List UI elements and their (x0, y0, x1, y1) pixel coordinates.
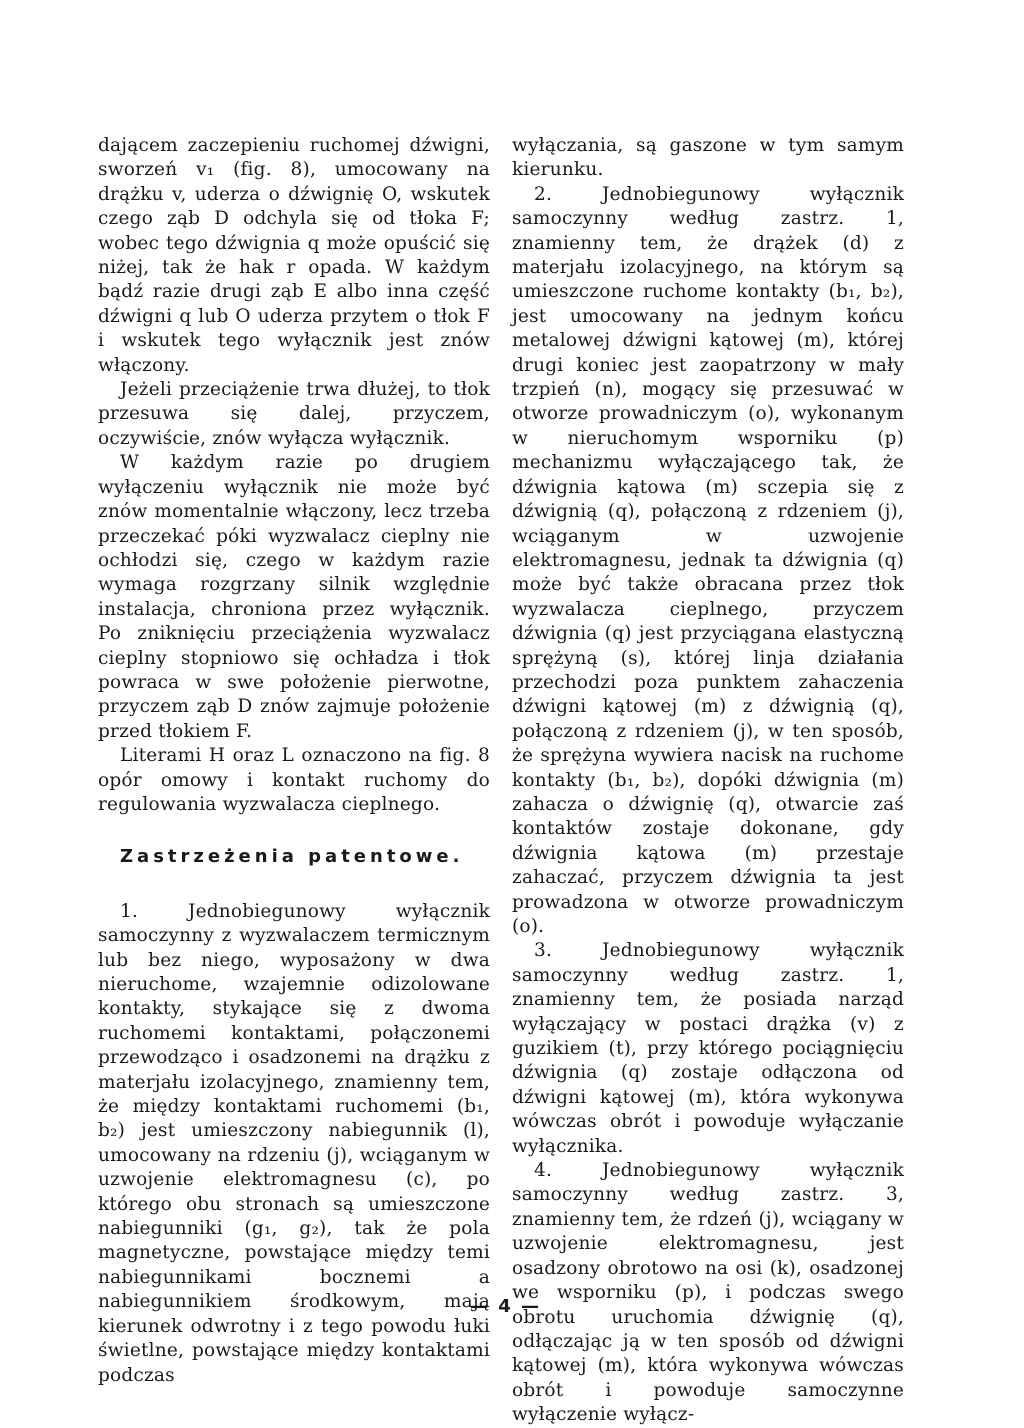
left-column (98, 134, 490, 1388)
claim-2: 2. Jednobiegunowy wyłącznik samoczynny według zastrz. 1, znamienny tem, że drążek (d) z materjału izolacyjnego, na którym są umieszczone ruchome kontakty (b₁, b₂), jest umocowany na jednym końcu metalowej dźwigni kątowej (m), której drugi koniec jest zaopatrzony w mały trzpień (n), mogący się przesuwać w otworze prowadniczym (o), wykonanym w nieruchomym wsporniku (p) mechanizmu wyłączającego tak, że dźwignia kątowa (m) sczepia się z dźwignią (q), połączoną z rdzeniem (j), wciąganym w uzwojenie elektromagnesu, jednak ta dźwignia (q) może być także obracana przez tłok wyzwalacza cieplnego, przyczem dźwignia (q) jest przyciągana elastyczną sprężyną (s), której linja działania przechodzi poza punktem zahaczenia dźwigni kątowej (m) z dźwignią (q), połączoną z rdzeniem (j), w ten sposób, że sprężyna wywiera nacisk na ruchome kontakty (b₁, b₂), dopóki dźwignia (m) zahacza o dźwignię (q), otwarcie zaś kontaktów zostaje dokonane, gdy dźwignia kątowa (m) przestaje zahaczać, przyczem dźwignia ta jest prowadzona w otworze prowadniczym (o). (512, 183, 904, 937)
right-column (512, 134, 904, 1428)
section-heading: Zastrzeżenia patentowe. (120, 846, 464, 868)
claim-1: 1. Jednobiegunowy wyłącznik samoczynny z wyzwalaczem termicznym lub bez niego, wyposażony w dwa nieruchome, wzajemnie odizolowane kontakty, stykające się z dwoma ruchomemi kontaktami, połączonemi przewodząco i osadzonemi na drążku z materjału izolacyjnego, znamienny tem, że między kontaktami ruchomemi (b₁, b₂) jest umieszczony nabiegunnik (l), umocowany na rdzeniu (j), wciąganym w uzwojenie elektromagnesu (c), po którego obu stronach są umieszczone nabiegunniki (g₁, g₂), tak że pola magnetyczne, powstające między temi nabiegunnikami bocznemi a nabiegunnikiem środkowym, mają kierunek odwrotny i z tego powodu łuki świetlne, powstające między kontaktami podczas (98, 900, 490, 1386)
paragraph-continuation: dającem zaczepieniu ruchomej dźwigni, sworzeń v₁ (fig. 8), umocowany na drążku v, uderza o dźwignię O, wskutek czego ząb D odchyla się od tłoka F; wobec tego dźwignia q może opuścić się niżej, tak że hak r opada. W każdym bądź razie drugi ząb E albo inna część dźwigni q lub O uderza przytem o tłok F i wskutek tego wyłącznik jest znów włączony. (98, 135, 490, 376)
page-number: — 4 — (470, 1296, 542, 1317)
claim-4: 4. Jednobiegunowy wyłącznik samoczynny według zastrz. 3, znamienny tem, że rdzeń (j), wciągany w uzwojenie elektromagnesu, jest osadzony obrotowo na osi (k), osadzonej we wsporniku (p), i podczas swego obrotu uruchomia dźwignię (q), odłączając ją w ten sposób od dźwigni kątowej (m), która wykonywa wówczas obrót i powoduje samoczynne wyłączenie wyłącz- (512, 1160, 904, 1426)
paragraph-overload: Jeżeli przeciążenie trwa dłużej, to tłok przesuwa się dalej, przyczem, oczywiście, znów wyłącza wyłącznik. (98, 379, 490, 449)
claim-3: 3. Jednobiegunowy wyłącznik samoczynny według zastrz. 1, znamienny tem, że posiada narząd wyłączający w postaci drążka (v) z guzikiem (t), przy którego pociągnięciu dźwignia (q) zostaje odłączona od dźwigni kątowej (m), która wykonywa wówczas obrót i powoduje wyłączanie wyłącznika. (512, 940, 904, 1157)
paragraph-continuation-right: wyłączania, są gaszone w tym samym kierunku. (512, 135, 904, 181)
paragraph-second-disconnect: W każdym razie po drugiem wyłączeniu wyłącznik nie może być znów momentalnie włączony, lecz trzeba przeczekać póki wyzwalacz cieplny nie ochłodzi się, czego w każdym razie wymaga rozgrzany silnik względnie instalacja, chroniona przez wyłącznik. Po zniknięciu przeciążenia wyzwalacz cieplny stopniowo się ochładza i tłok powraca w swe położenie pierwotne, przyczem ząb D znów zajmuje położenie przed tłokiem F. (98, 452, 490, 742)
paragraph-resistor-note: Literami H oraz L oznaczono na fig. 8 opór omowy i kontakt ruchomy do regulowania wyzwalacza cieplnego. (98, 745, 490, 815)
